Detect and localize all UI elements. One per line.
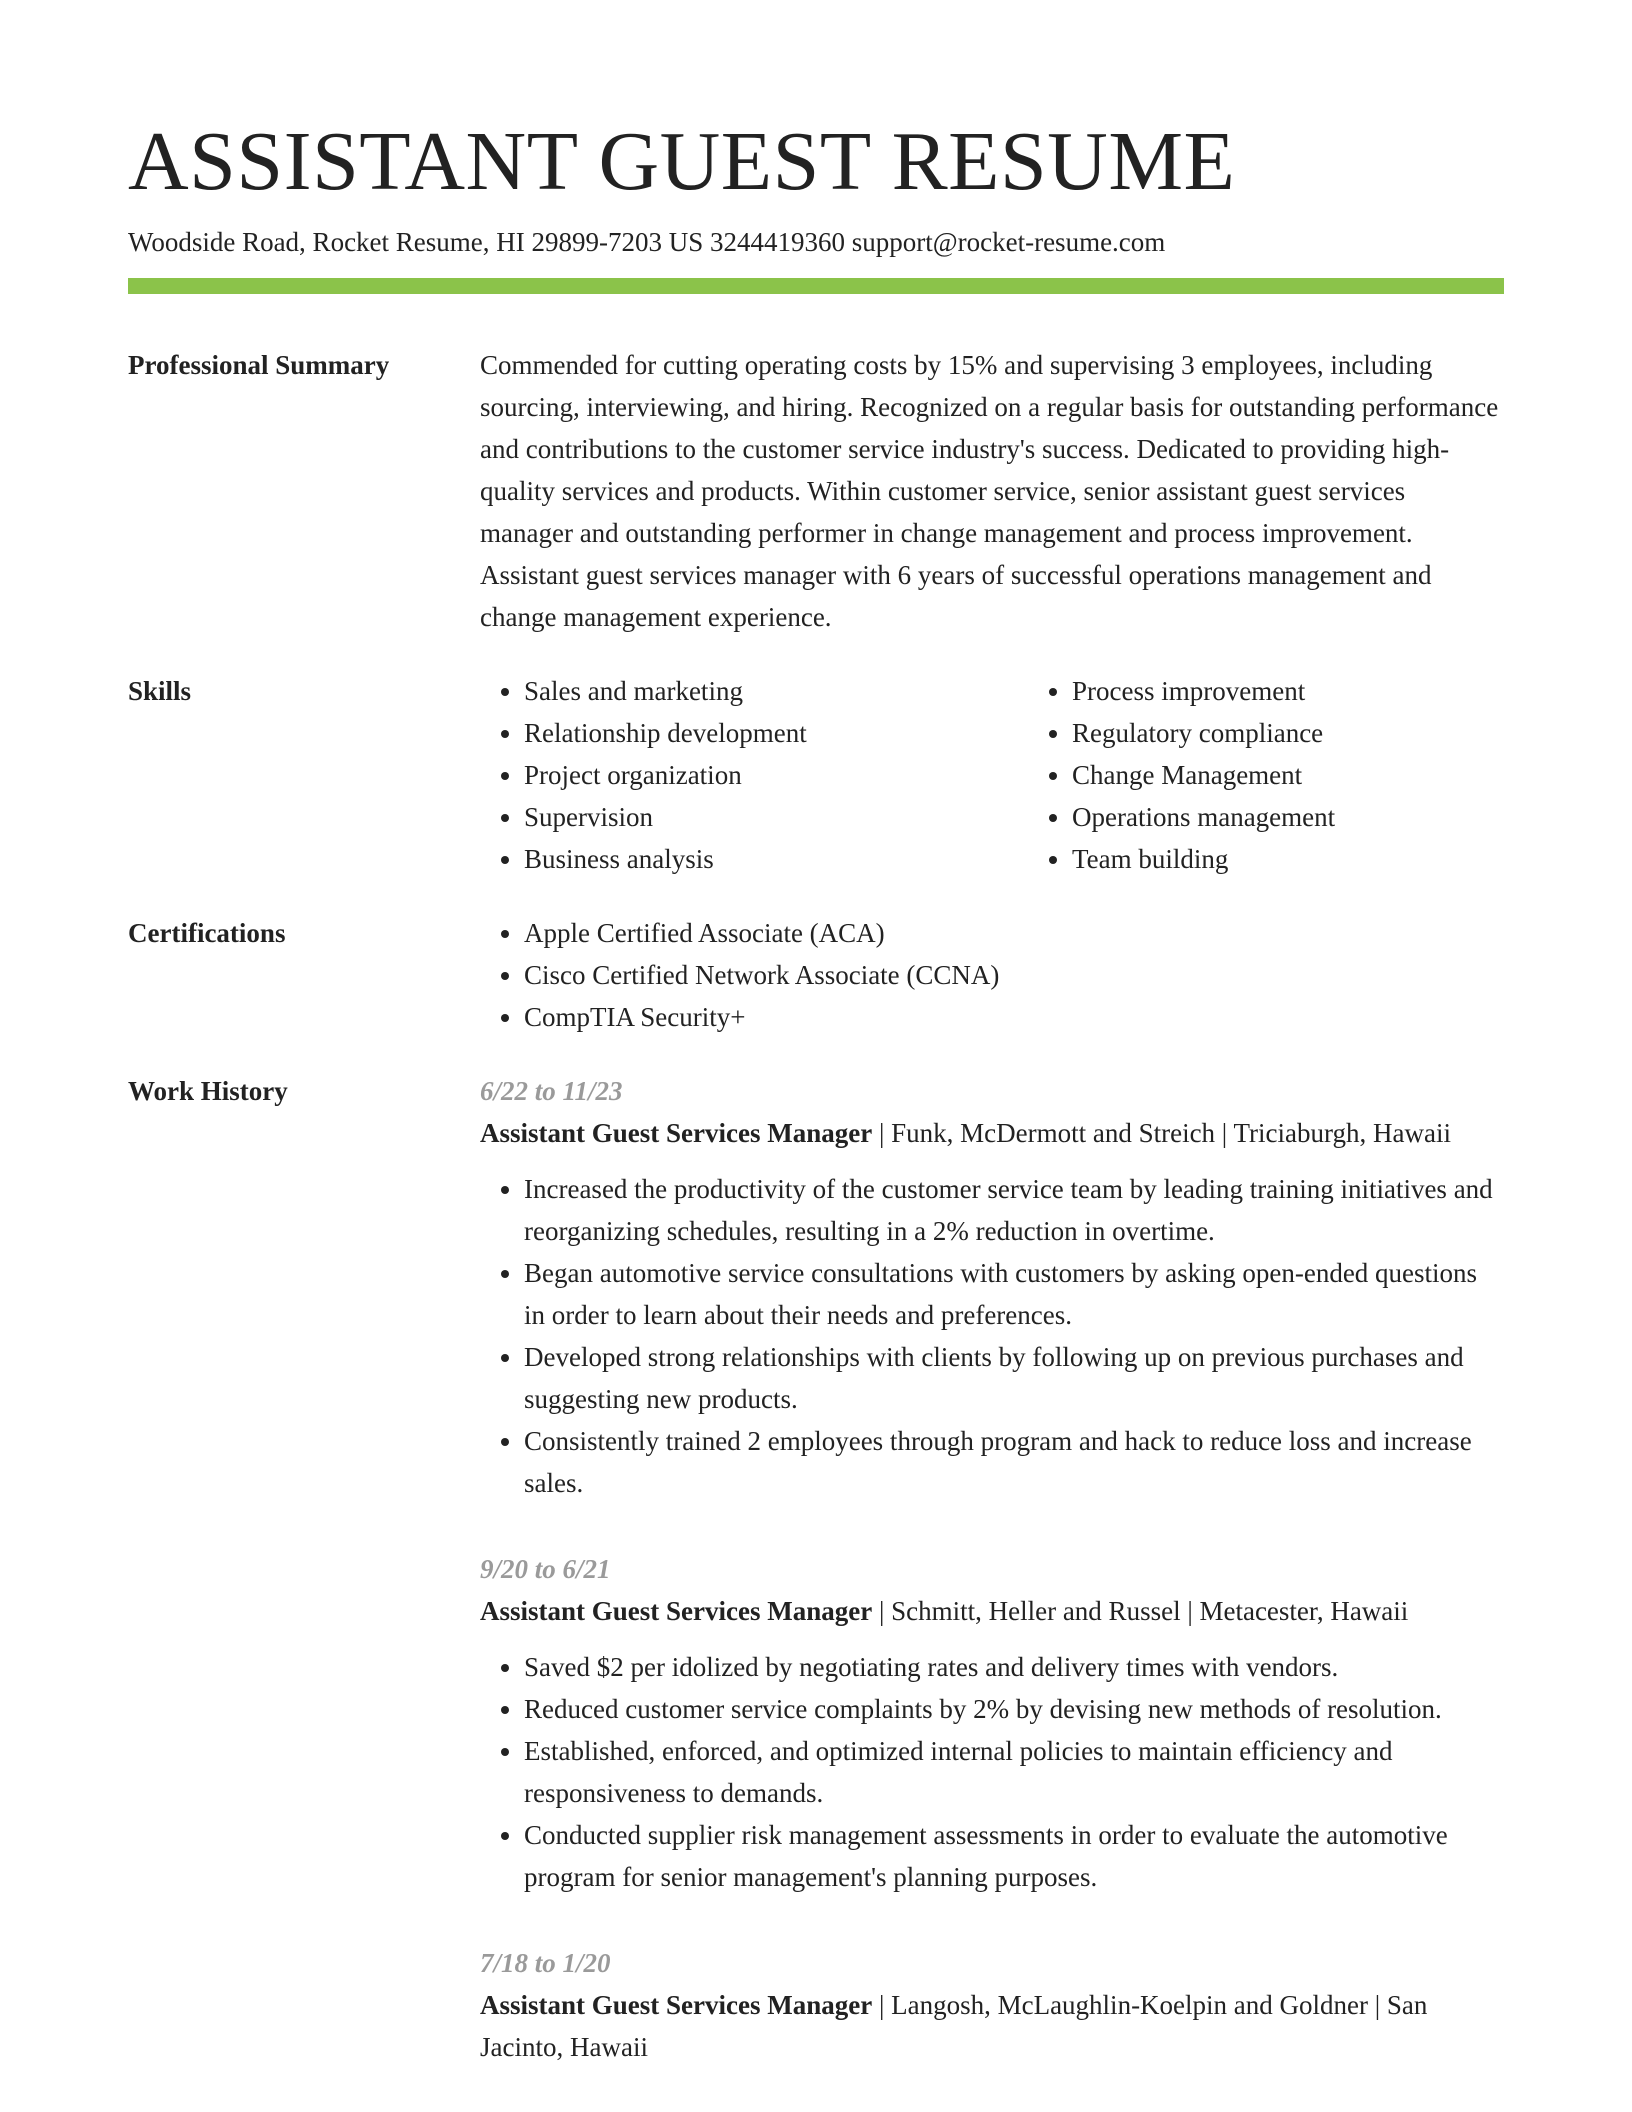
contact-line: Woodside Road, Rocket Resume, HI 29899-7203 US 3244419360 support@rocket-resume.com <box>128 227 1166 257</box>
skills-label: Skills <box>128 676 192 707</box>
job-bullet: • Consistently trained 2 employees through program and hack to reduce loss and increase sales. <box>524 1420 1504 1504</box>
job-dates: 9/20 to 6/21 <box>480 1554 611 1585</box>
job-heading <box>480 1984 1504 2068</box>
job-details: | Schmitt, Heller and Russel | Metacester, Hawaii <box>872 1596 1409 1627</box>
job-details: | Langosh, McLaughlin-Koelpin and Goldner | San Jacinto, Hawaii <box>480 1990 1428 2063</box>
summary-section <box>128 344 1504 638</box>
job-title: Assistant Guest Services Manager <box>480 1596 873 1627</box>
job-entry <box>480 1942 1504 2068</box>
job-dates: 7/18 to 1/20 <box>480 1948 611 1979</box>
job-dates: 6/22 to 11/23 <box>480 1076 623 1107</box>
job-heading <box>480 1590 1504 1632</box>
certifications-label: Certifications <box>128 918 286 949</box>
job-entry <box>480 1070 1504 1504</box>
summary-label: Professional Summary <box>128 350 390 381</box>
job-heading <box>480 1112 1504 1154</box>
skill-item: • Change Management <box>1072 754 1504 796</box>
certifications-body <box>480 912 1504 1038</box>
job-bullets <box>480 1646 1504 1898</box>
work-history-label: Work History <box>128 1076 288 1107</box>
job-bullet: • Began automotive service consultations with customers by asking open-ended questions in order to learn about their needs and preferences. <box>524 1252 1504 1336</box>
job-entry <box>480 1548 1504 1898</box>
skill-item: • Supervision <box>524 796 1028 838</box>
skill-item: • Sales and marketing <box>524 670 1028 712</box>
skill-item: • Regulatory compliance <box>1072 712 1504 754</box>
skill-item: • Project organization <box>524 754 1028 796</box>
skills-section <box>128 670 1504 880</box>
skills-grid <box>480 670 1504 880</box>
job-bullet: • Increased the productivity of the customer service team by leading training initiatives and reorganizing schedules, resulting in a 2% reduction in overtime. <box>524 1168 1504 1252</box>
skill-item: • Process improvement <box>1072 670 1504 712</box>
job-bullet: • Developed strong relationships with clients by following up on previous purchases and suggesting new products. <box>524 1336 1504 1420</box>
skills-column-2 <box>1028 670 1504 880</box>
job-bullet: • Established, enforced, and optimized internal policies to maintain efficiency and responsiveness to demands. <box>524 1730 1504 1814</box>
job-bullet: • Reduced customer service complaints by 2% by devising new methods of resolution. <box>524 1688 1504 1730</box>
skill-item: • Operations management <box>1072 796 1504 838</box>
job-details: | Funk, McDermott and Streich | Triciaburgh, Hawaii <box>872 1118 1451 1149</box>
certifications-section <box>128 912 1504 1038</box>
skill-item: • Relationship development <box>524 712 1028 754</box>
work-history-section <box>128 1070 1504 2112</box>
certification-item: • Apple Certified Associate (ACA) <box>524 912 1504 954</box>
certification-item: • Cisco Certified Network Associate (CCNA) <box>524 954 1504 996</box>
resume-page <box>128 115 1504 2112</box>
skill-item: • Business analysis <box>524 838 1028 880</box>
work-history-body <box>480 1070 1504 2112</box>
summary-text: Commended for cutting operating costs by 15% and supervising 3 employees, including sourcing, interviewing, and hiring. Recognized on a regular basis for outstanding performance and contributions to the customer service industry's success. Dedicated to providing high-quality services and products. Within customer service, senior assistant guest services manager and outstanding performer in change management and process improvement. Assistant guest services manager with 6 years of successful operations management and change management experience. <box>480 350 1499 633</box>
resume-title: ASSISTANT GUEST RESUME <box>128 115 1236 208</box>
job-bullet: • Conducted supplier risk management assessments in order to evaluate the automotive program for senior management's planning purposes. <box>524 1814 1504 1898</box>
job-title: Assistant Guest Services Manager <box>480 1118 873 1149</box>
job-bullet: • Saved $2 per idolized by negotiating rates and delivery times with vendors. <box>524 1646 1504 1688</box>
accent-divider <box>128 278 1504 294</box>
certifications-list <box>480 912 1504 1038</box>
job-bullets <box>480 1168 1504 1504</box>
skills-column-1 <box>480 670 1028 880</box>
job-title: Assistant Guest Services Manager <box>480 1990 873 2021</box>
certification-item: • CompTIA Security+ <box>524 996 1504 1038</box>
skill-item: • Team building <box>1072 838 1504 880</box>
